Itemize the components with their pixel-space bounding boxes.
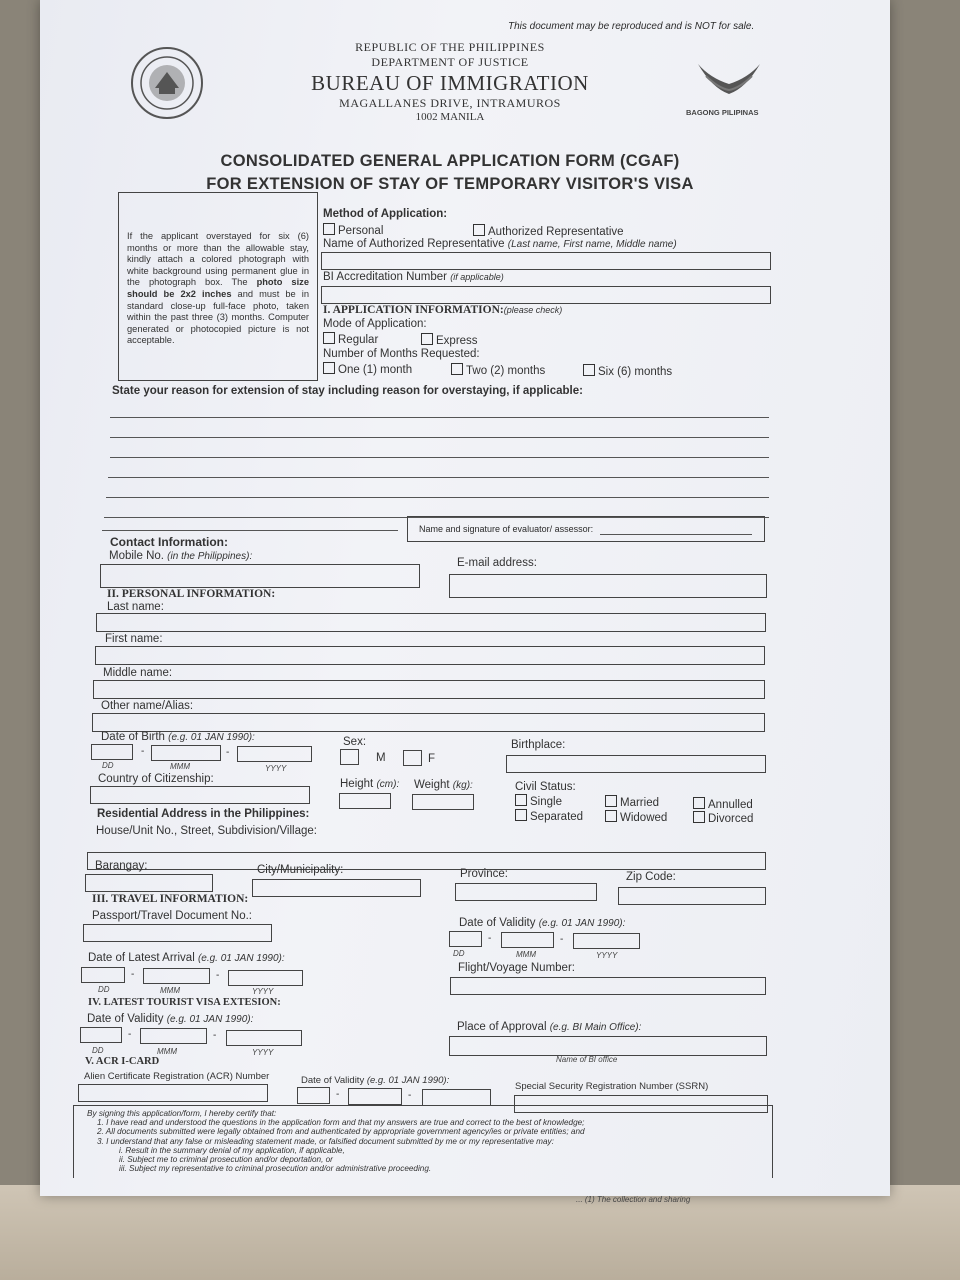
photo-text-a: If the applicant overstayed for six (6) months or more than the allowable stay, kindly attach a colored photograph with white background using permanent glue in the photograph box. The	[127, 231, 309, 288]
divorced-label: Divorced	[708, 813, 754, 825]
reason-line-2[interactable]	[110, 437, 769, 438]
mobile-hint: (in the Philippines):	[167, 551, 253, 562]
personal-checkbox[interactable]	[323, 223, 335, 235]
house-label: House/Unit No., Street, Subdivision/Village:	[96, 825, 317, 837]
months-label: Number of Months Requested:	[323, 348, 480, 360]
annulled-label: Annulled	[708, 799, 753, 811]
barangay-label: Barangay:	[95, 860, 148, 872]
visa-validity-year[interactable]	[226, 1030, 302, 1046]
photo-instructions	[127, 231, 309, 347]
certify-line-1: 1. I have read and understood the questions in the application form and that my answers are true and correct to the best of knowledge;	[97, 1118, 585, 1128]
six-months-label: Six (6) months	[598, 366, 673, 378]
arrival-year[interactable]	[228, 970, 303, 986]
bi-accreditation-hint: (if applicable)	[450, 272, 504, 282]
bi-accreditation-field[interactable]	[321, 286, 771, 304]
background-surface	[0, 1185, 960, 1280]
six-months-checkbox[interactable]	[583, 364, 595, 376]
travel-validity-sep2: -	[560, 934, 564, 945]
house-field[interactable]	[87, 852, 766, 870]
arrival-month[interactable]	[143, 968, 210, 984]
divorced-checkbox[interactable]	[693, 811, 705, 823]
bureau-title: BUREAU OF IMMIGRATION	[311, 71, 589, 95]
photo-text-c: and must be in standard close-up full-face photo, taken within the past three (3) months. Computer generated or photocopied picture is not acceptable.	[127, 288, 309, 346]
mode-regular[interactable]	[323, 332, 378, 346]
dob-hint: (e.g. 01 JAN 1990):	[168, 732, 255, 743]
flight-field[interactable]	[450, 977, 766, 995]
visa-validity-text: Date of Validity	[87, 1013, 164, 1025]
dob-yyyy-hint: YYYY	[265, 764, 287, 773]
republic-line: REPUBLIC OF THE PHILIPPINES	[355, 40, 545, 54]
separated-checkbox[interactable]	[515, 809, 527, 821]
dob-month-field[interactable]	[151, 745, 221, 761]
height-label	[340, 778, 399, 790]
certify-cut-text: ... (1) The collection and sharing	[576, 1195, 691, 1204]
application-info-title: I. APPLICATION INFORMATION:	[323, 304, 504, 316]
married-checkbox[interactable]	[605, 795, 617, 807]
reason-line-3[interactable]	[110, 457, 769, 458]
dob-day-field[interactable]	[91, 744, 133, 760]
travel-validity-dd: DD	[453, 949, 465, 958]
sex-m-checkbox[interactable]	[340, 749, 359, 765]
certify-intro: By signing this application/form, I hereby certify that:	[87, 1109, 277, 1118]
personal-label: Personal	[338, 225, 384, 237]
form-title-line2: FOR EXTENSION OF STAY OF TEMPORARY VISITOR'S VISA	[206, 175, 694, 193]
two-months-checkbox[interactable]	[451, 363, 463, 375]
one-month-checkbox[interactable]	[323, 362, 335, 374]
arrival-dd: DD	[98, 985, 110, 994]
rep-name-label	[323, 238, 677, 250]
bi-accreditation-label	[323, 271, 504, 283]
arrival-sep1: -	[131, 969, 135, 980]
birthplace-field[interactable]	[506, 755, 766, 773]
regular-checkbox[interactable]	[323, 332, 335, 344]
dob-text: Date of Birth	[101, 731, 165, 743]
civil-single[interactable]	[515, 794, 562, 808]
arrival-text: Date of Latest Arrival	[88, 952, 195, 964]
travel-validity-month[interactable]	[501, 932, 554, 948]
place-field[interactable]	[449, 1036, 767, 1056]
province-label: Province:	[460, 868, 508, 880]
form-title-line1: CONSOLIDATED GENERAL APPLICATION FORM (CGAF)	[220, 152, 680, 170]
middle-name-field[interactable]	[93, 680, 765, 699]
two-months-label: Two (2) months	[466, 365, 546, 377]
contact-heading: Contact Information:	[110, 535, 228, 549]
visa-validity-sep1: -	[128, 1029, 132, 1040]
arrival-label	[88, 952, 285, 964]
zip-field[interactable]	[618, 887, 766, 905]
evaluator-line	[600, 534, 752, 535]
passport-field[interactable]	[83, 924, 272, 942]
separated-label: Separated	[530, 811, 584, 823]
certify-line-2: 2. All documents submitted were legally obtained from and authenticated by appropriate government agency/ies or private entities; and	[97, 1127, 585, 1137]
bagong-pilipinas-logo	[692, 58, 766, 102]
dob-label	[101, 731, 255, 743]
passport-label: Passport/Travel Document No.:	[92, 910, 252, 922]
barangay-field[interactable]	[85, 874, 213, 892]
certification-text	[87, 1109, 585, 1173]
civil-widowed[interactable]	[605, 810, 667, 824]
email-field[interactable]	[449, 574, 767, 598]
acr-validity-year[interactable]	[422, 1089, 491, 1106]
reason-label: State your reason for extension of stay including reason for overstaying, if applicable:	[112, 385, 583, 397]
express-checkbox[interactable]	[421, 333, 433, 345]
civil-divorced[interactable]	[693, 811, 753, 825]
place-text: Place of Approval	[457, 1021, 547, 1033]
certify-iii: iii. Subject my representative to criminal prosecution and/or administrative proceeding.	[119, 1164, 432, 1174]
address-line: MAGALLANES DRIVE, INTRAMUROS	[339, 96, 561, 110]
regular-label: Regular	[338, 334, 379, 346]
acr-validity-sep1: -	[336, 1089, 340, 1100]
travel-validity-hint: (e.g. 01 JAN 1990):	[538, 918, 626, 929]
last-name-field[interactable]	[96, 613, 766, 632]
visa-validity-hint: (e.g. 01 JAN 1990):	[166, 1014, 254, 1025]
weight-unit: (kg):	[452, 780, 473, 791]
dob-separator: -	[141, 746, 145, 757]
dob-separator-2: -	[226, 747, 230, 758]
personal-heading: II. PERSONAL INFORMATION:	[107, 588, 276, 600]
flight-label: Flight/Voyage Number:	[458, 962, 575, 974]
annulled-checkbox[interactable]	[693, 797, 705, 809]
acr-validity-hint: (e.g. 01 JAN 1990):	[366, 1075, 450, 1086]
civil-status-label: Civil Status:	[515, 781, 576, 793]
bi-accreditation-text: BI Accreditation Number	[323, 271, 448, 283]
application-info-hint: (please check)	[503, 305, 563, 315]
arrival-mmm: MMM	[160, 986, 180, 995]
zip-label: Zip Code:	[626, 871, 676, 883]
weight-text: Weight	[414, 779, 450, 791]
widowed-checkbox[interactable]	[605, 810, 617, 822]
first-name-label: First name:	[105, 633, 163, 645]
birthplace-label: Birthplace:	[511, 739, 566, 751]
months-one[interactable]	[323, 362, 412, 376]
visa-validity-label	[87, 1013, 253, 1025]
rep-name-field[interactable]	[321, 252, 771, 270]
bagong-pilipinas-text: BAGONG PILIPINAS	[686, 108, 759, 117]
other-name-label: Other name/Alias:	[101, 700, 194, 712]
rep-name-hint: (Last name, First name, Middle name)	[507, 239, 677, 250]
residential-heading: Residential Address in the Philippines:	[97, 808, 310, 820]
place-hint: (e.g. BI Main Office):	[549, 1022, 642, 1033]
dob-dd-hint: DD	[102, 761, 114, 770]
single-checkbox[interactable]	[515, 794, 527, 806]
reason-line-1[interactable]	[110, 417, 769, 418]
certify-i: i. Result in the summary denial of my application, if applicable,	[119, 1145, 345, 1155]
single-label: Single	[530, 796, 562, 808]
acr-label: Alien Certificate Registration (ACR) Number	[84, 1071, 270, 1082]
sex-m-label: M	[376, 752, 386, 764]
civil-married[interactable]	[605, 795, 659, 809]
province-field[interactable]	[455, 883, 597, 901]
acr-validity-month[interactable]	[348, 1088, 402, 1105]
travel-validity-mmm: MMM	[516, 950, 536, 959]
months-six[interactable]	[583, 364, 672, 378]
dob-year-field[interactable]	[237, 746, 312, 762]
mode-express[interactable]	[421, 333, 478, 347]
visa-heading: IV. LATEST TOURIST VISA EXTESION:	[88, 997, 281, 1008]
married-label: Married	[620, 797, 659, 809]
reason-line-4[interactable]	[108, 477, 769, 478]
travel-heading: III. TRAVEL INFORMATION:	[92, 893, 249, 905]
city-line: 1002 MANILA	[415, 111, 485, 123]
arrival-hint: (e.g. 01 JAN 1990):	[197, 953, 285, 964]
acr-validity-day[interactable]	[297, 1087, 330, 1104]
method-label: Method of Application:	[323, 208, 448, 220]
bi-office-hint: Name of BI office	[556, 1055, 618, 1064]
agency-header	[240, 40, 660, 123]
department-line: DEPARTMENT OF JUSTICE	[371, 55, 529, 69]
certification-box	[73, 1105, 773, 1178]
travel-validity-yyyy: YYYY	[596, 951, 618, 960]
city-field[interactable]	[252, 879, 421, 897]
express-label: Express	[436, 335, 478, 347]
civil-annulled[interactable]	[693, 797, 753, 811]
acr-field[interactable]	[78, 1084, 268, 1102]
travel-validity-day[interactable]	[449, 931, 482, 947]
one-month-label: One (1) month	[338, 364, 413, 376]
form-title	[140, 150, 760, 196]
rep-name-text: Name of Authorized Representative	[323, 238, 505, 250]
citizenship-label: Country of Citizenship:	[98, 773, 214, 785]
height-unit: (cm):	[376, 779, 400, 790]
visa-validity-sep2: -	[213, 1030, 217, 1041]
photo-text-b: photo size should be 2x2 inches	[127, 277, 309, 299]
method-authorized[interactable]	[473, 224, 624, 238]
visa-validity-day[interactable]	[80, 1027, 122, 1043]
sex-f-checkbox[interactable]	[403, 750, 422, 766]
authorized-label: Authorized Representative	[488, 226, 624, 238]
acr-validity-sep2: -	[408, 1090, 412, 1101]
travel-validity-year[interactable]	[573, 933, 640, 949]
visa-validity-mmm: MMM	[157, 1047, 177, 1056]
reason-line-5[interactable]	[106, 497, 769, 498]
weight-field[interactable]	[412, 794, 474, 810]
widowed-label: Widowed	[620, 812, 668, 824]
application-info-heading	[323, 304, 562, 316]
acr-validity-label	[301, 1075, 449, 1086]
certify-line-3: 3. I understand that any false or misleading statement made, or falsified document submitted by me or my representative may:	[97, 1136, 554, 1146]
height-field[interactable]	[339, 793, 391, 809]
certify-ii: ii. Subject me to criminal prosecution and/or deportation, or	[119, 1155, 333, 1165]
citizenship-field[interactable]	[90, 786, 310, 804]
visa-validity-dd: DD	[92, 1046, 104, 1055]
arrival-sep2: -	[216, 970, 220, 981]
dob-mmm-hint: MMM	[170, 762, 190, 771]
email-label: E-mail address:	[457, 557, 537, 569]
last-name-label: Last name:	[107, 601, 164, 613]
bi-seal-logo	[130, 46, 204, 120]
middle-name-label: Middle name:	[103, 667, 173, 679]
mobile-text: Mobile No.	[109, 550, 164, 562]
mobile-label	[109, 550, 252, 562]
arrival-yyyy: YYYY	[252, 987, 274, 996]
reproduction-notice: This document may be reproduced and is NOT for sale.	[508, 21, 755, 32]
travel-validity-text: Date of Validity	[459, 917, 536, 929]
civil-separated[interactable]	[515, 809, 583, 823]
place-label	[457, 1021, 641, 1033]
visa-validity-month[interactable]	[140, 1028, 207, 1044]
first-name-field[interactable]	[95, 646, 765, 665]
travel-validity-label	[459, 917, 625, 929]
ssrn-label: Special Security Registration Number (SSRN)	[515, 1081, 709, 1092]
reason-line-7[interactable]	[102, 530, 398, 531]
travel-validity-sep1: -	[488, 933, 492, 944]
weight-label	[414, 779, 473, 791]
sex-label: Sex:	[343, 736, 367, 748]
evaluator-label: Name and signature of evaluator/ assessor:	[419, 524, 594, 534]
authorized-checkbox[interactable]	[473, 224, 485, 236]
mode-label: Mode of Application:	[323, 318, 427, 330]
visa-validity-yyyy: YYYY	[252, 1048, 274, 1057]
evaluator-box[interactable]	[407, 516, 765, 542]
sex-f-label: F	[428, 753, 436, 765]
acr-heading: V. ACR I-CARD	[85, 1056, 160, 1067]
arrival-day[interactable]	[81, 967, 125, 983]
photo-box[interactable]	[118, 192, 318, 381]
months-two[interactable]	[451, 363, 545, 377]
method-personal[interactable]	[323, 223, 383, 237]
height-text: Height	[340, 778, 374, 790]
other-name-field[interactable]	[92, 713, 765, 732]
city-label: City/Municipality:	[257, 864, 344, 876]
application-form-page	[40, 0, 890, 1204]
mobile-field[interactable]	[100, 564, 420, 588]
acr-validity-text: Date of Validity	[301, 1075, 365, 1086]
